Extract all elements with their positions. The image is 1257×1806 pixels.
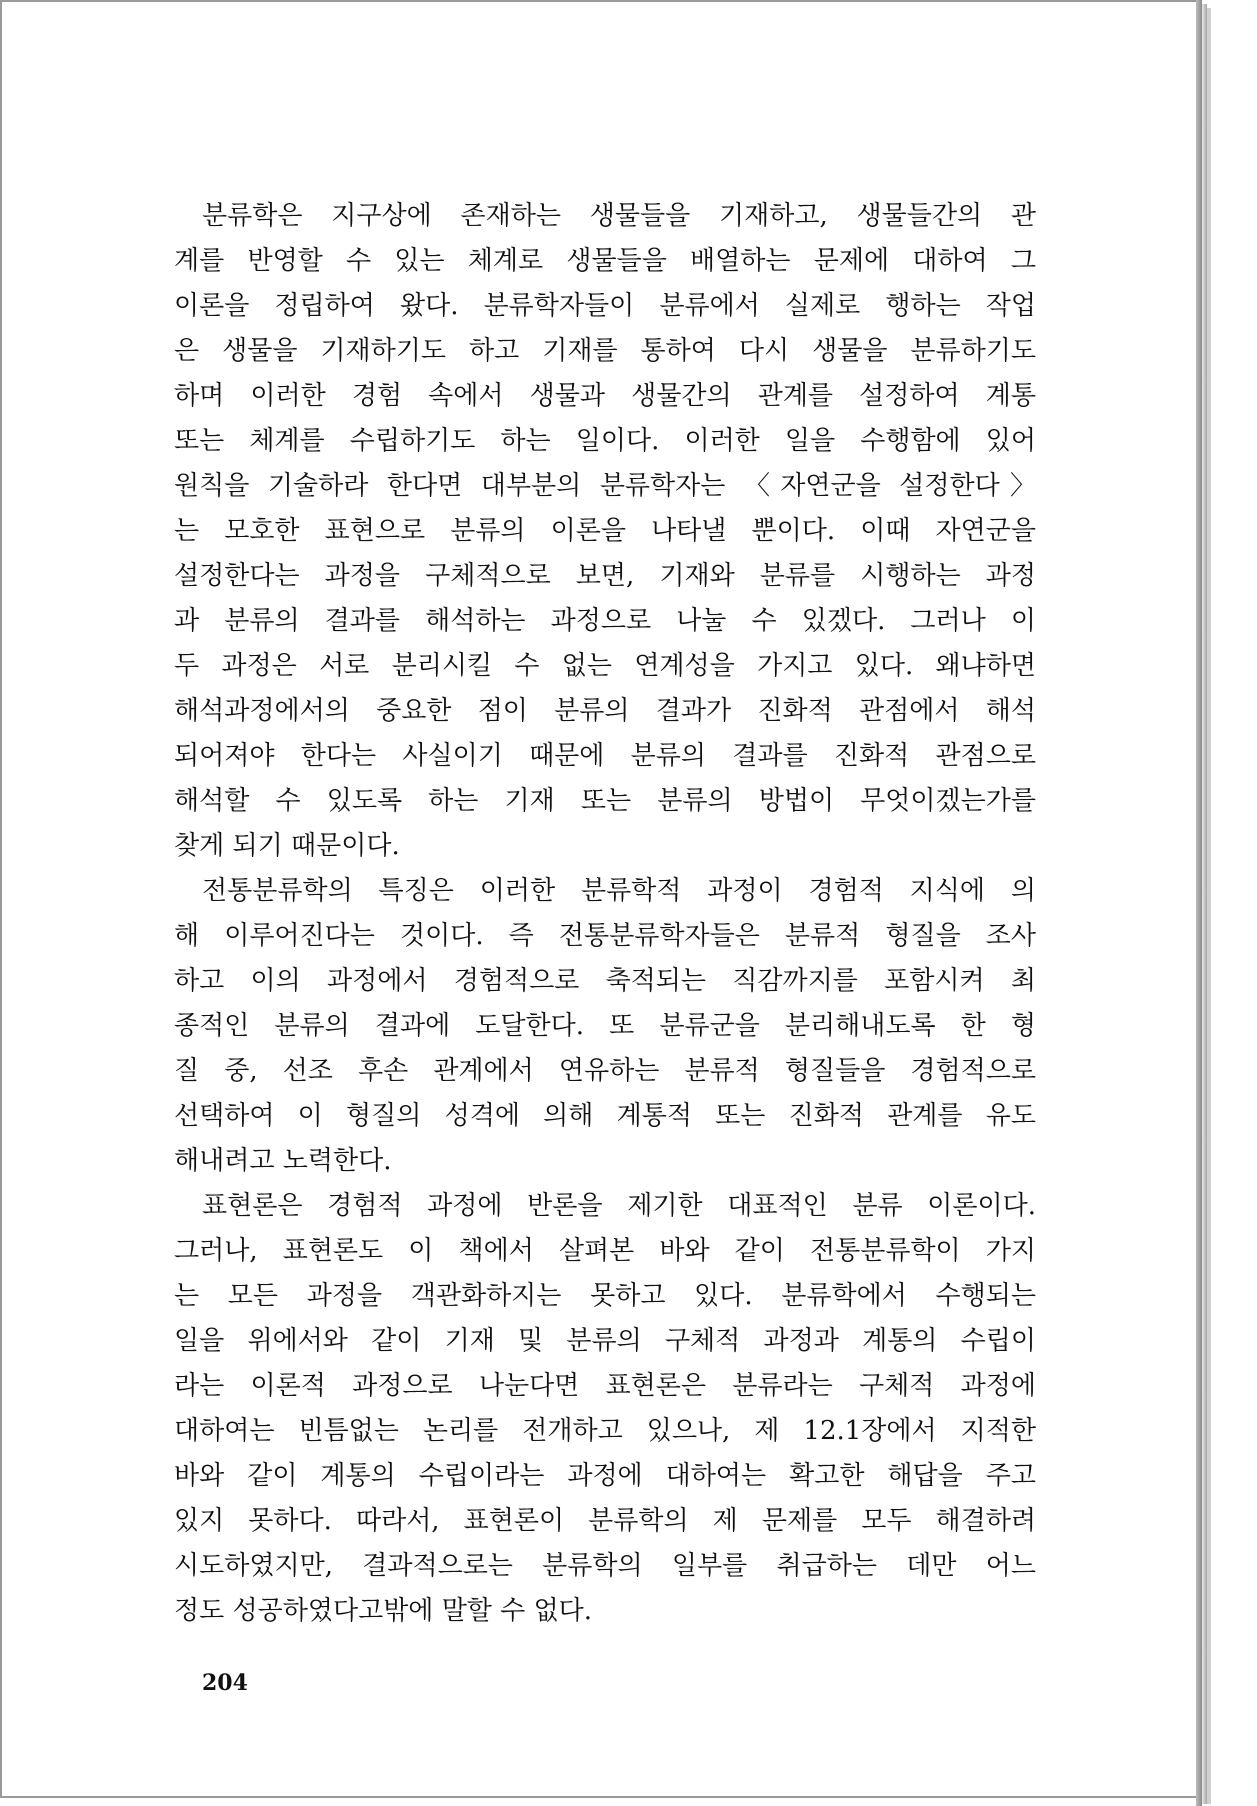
text-line: 과 분류의 결과를 해석하는 과정으로 나눌 수 있겠다. 그러나 이 [174, 606, 1036, 636]
page-number: 204 [202, 1670, 248, 1696]
body-text [174, 194, 1036, 1634]
text-line: 되어져야 한다는 사실이기 때문에 분류의 결과를 진화적 관점으로 [174, 741, 1036, 771]
text-line: 해내려고 노력한다. [174, 1146, 392, 1176]
text-line: 해 이루어진다는 것이다. 즉 전통분류학자들은 분류적 형질을 조사 [174, 921, 1036, 951]
text-line: 은 생물을 기재하기도 하고 기재를 통하여 다시 생물을 분류하기도 [174, 336, 1036, 366]
text-line: 전통분류학의 특징은 이러한 분류학적 과정이 경험적 지식에 의 [202, 876, 1036, 906]
text-line: 라는 이론적 과정으로 나눈다면 표현론은 분류라는 구체적 과정에 [174, 1371, 1036, 1401]
text-line: 해석할 수 있도록 하는 기재 또는 분류의 방법이 무엇이겠는가를 [174, 786, 1036, 816]
text-line: 이론을 정립하여 왔다. 분류학자들이 분류에서 실제로 행하는 작업 [174, 291, 1036, 321]
text-line: 찾게 되기 때문이다. [174, 831, 400, 861]
text-line: 하며 이러한 경험 속에서 생물과 생물간의 관계를 설정하여 계통 [174, 381, 1036, 411]
text-line: 원칙을 기술하라 한다면 대부분의 분류학자는 〈자연군을 설정한다〉 [174, 471, 1036, 501]
text-line: 정도 성공하였다고밖에 말할 수 없다. [174, 1596, 593, 1626]
text-line: 종적인 분류의 결과에 도달한다. 또 분류군을 분리해내도록 한 형 [174, 1011, 1036, 1041]
text-line: 시도하였지만, 결과적으로는 분류학의 일부를 취급하는 데만 어느 [174, 1551, 1036, 1581]
text-line: 해석과정에서의 중요한 점이 분류의 결과가 진화적 관점에서 해석 [174, 696, 1036, 726]
text-line: 대하여는 빈틈없는 논리를 전개하고 있으나, 제 12.1장에서 지적한 [174, 1416, 1036, 1446]
text-line: 바와 같이 계통의 수립이라는 과정에 대하여는 확고한 해답을 주고 [174, 1461, 1036, 1491]
text-line: 있지 못하다. 따라서, 표현론이 분류학의 제 문제를 모두 해결하려 [174, 1506, 1036, 1536]
text-line: 두 과정은 서로 분리시킬 수 없는 연계성을 가지고 있다. 왜냐하면 [174, 651, 1036, 681]
text-line: 또는 체계를 수립하기도 하는 일이다. 이러한 일을 수행함에 있어 [174, 426, 1036, 456]
text-line: 설정한다는 과정을 구체적으로 보면, 기재와 분류를 시행하는 과정 [174, 561, 1036, 591]
text-line: 분류학은 지구상에 존재하는 생물들을 기재하고, 생물들간의 관 [202, 201, 1036, 231]
text-line: 그러나, 표현론도 이 책에서 살펴본 바와 같이 전통분류학이 가지 [174, 1236, 1036, 1266]
text-line: 계를 반영할 수 있는 체계로 생물들을 배열하는 문제에 대하여 그 [174, 246, 1036, 276]
text-line: 질 중, 선조 후손 관계에서 연유하는 분류적 형질들을 경험적으로 [174, 1056, 1036, 1086]
text-line: 선택하여 이 형질의 성격에 의해 계통적 또는 진화적 관계를 유도 [174, 1101, 1036, 1131]
text-line: 는 모호한 표현으로 분류의 이론을 나타낼 뿐이다. 이때 자연군을 [174, 516, 1036, 546]
text-line: 하고 이의 과정에서 경험적으로 축적되는 직감까지를 포함시켜 최 [174, 966, 1036, 996]
text-line: 표현론은 경험적 과정에 반론을 제기한 대표적인 분류 이론이다. [202, 1191, 1036, 1221]
text-line: 일을 위에서와 같이 기재 및 분류의 구체적 과정과 계통의 수립이 [174, 1326, 1036, 1356]
page-edge [1207, 8, 1211, 1804]
text-line: 는 모든 과정을 객관화하지는 못하고 있다. 분류학에서 수행되는 [174, 1281, 1036, 1311]
